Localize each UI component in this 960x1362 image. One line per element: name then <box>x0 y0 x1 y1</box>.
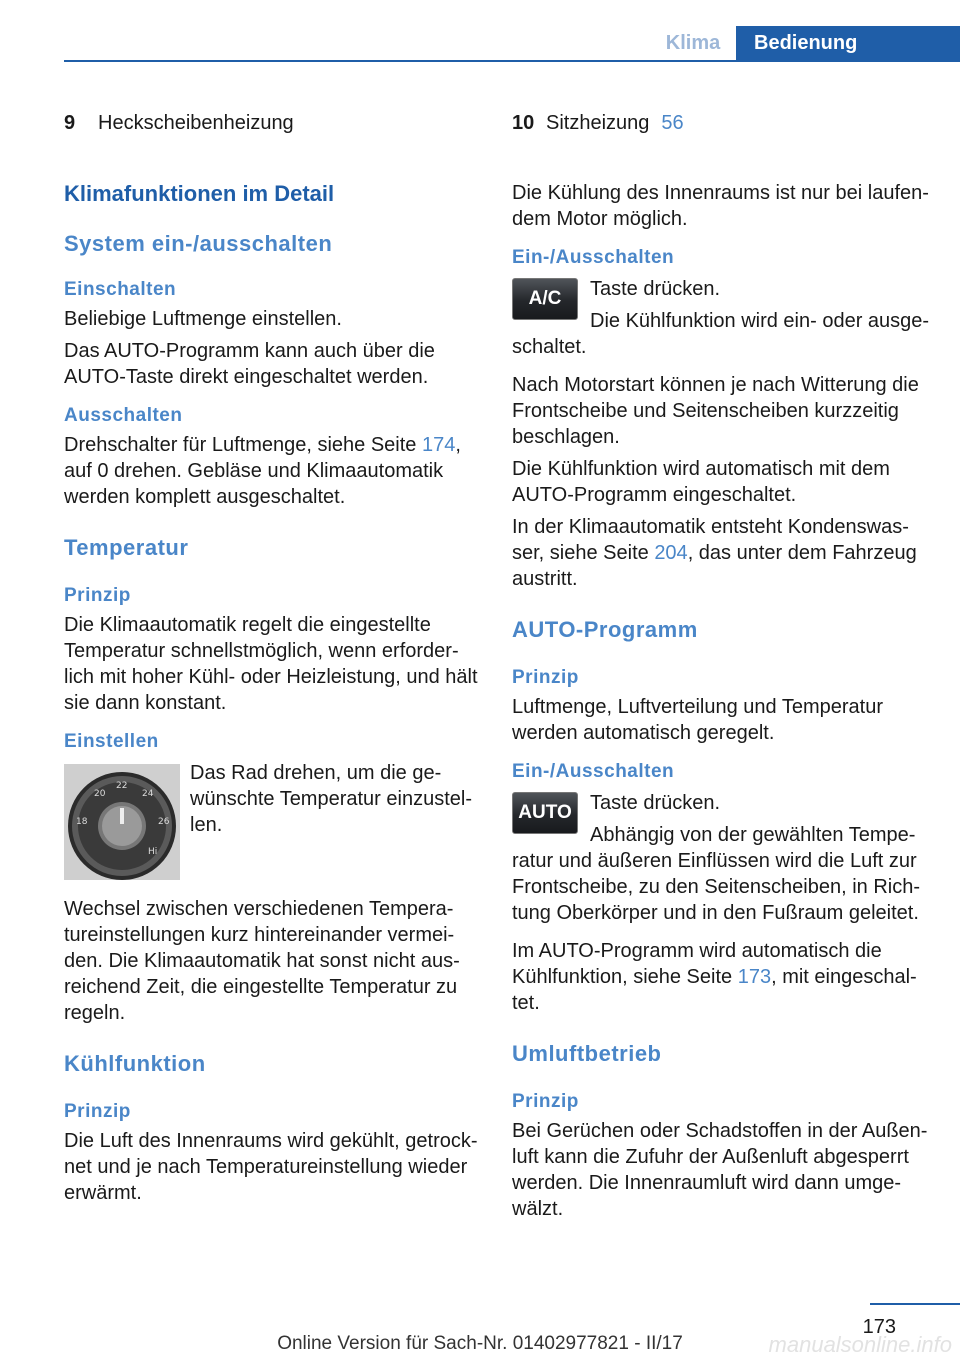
page-link-56[interactable]: 56 <box>661 112 684 134</box>
wechsel-text: Wechsel zwischen verschiedenen Tempera-tureinstellungen kurz hintereinander vermei-den. Die Klimaautomatik hat sonst nicht aus-reichend Zeit, die eingestellte Temperatur zu regeln. <box>64 898 460 1024</box>
legend-number: 10 <box>512 112 535 134</box>
heading-temperatur: Temperatur <box>64 535 189 560</box>
abhaengig-text: Abhängig von der gewählten Tempe-ratur und äußeren Einflüssen wird die Luft zur Frontscheibe, zu den Seitenscheiben, in Rich-tung Oberkörper und in den Fußraum geleitet. <box>512 824 921 924</box>
left-column <box>64 110 484 1206</box>
auto-button-image: AUTO <box>512 792 578 834</box>
heading-prinzip-temperatur: Prinzip <box>64 585 131 606</box>
online-version-note: Online Version für Sach-Nr. 01402977821 - II/17 <box>277 1333 683 1354</box>
right-column <box>512 110 932 1222</box>
dial-tick-26: 26 <box>158 817 170 827</box>
temperature-dial-image <box>64 764 180 880</box>
kuehlung-motor-text: Die Kühlung des Innenraums ist nur bei laufen-dem Motor möglich. <box>512 182 929 230</box>
watermark: manualsonline.info <box>768 1332 952 1357</box>
page-link-173[interactable]: 173 <box>737 966 772 988</box>
legend-label: Sitzheizung <box>546 112 650 134</box>
page-link-204[interactable]: 204 <box>654 542 688 564</box>
motorstart-text: Nach Motorstart können je nach Witterung die Frontscheibe und Seitenscheiben kurzzeitig beschlagen. <box>512 374 919 448</box>
ausschalten-text: Drehschalter für Luftmenge, siehe Seite 174, auf 0 drehen. Gebläse und Klimaautomatik werden komplett ausgeschaltet. <box>64 434 461 508</box>
header-chapter-tab: Bedienung <box>736 26 960 60</box>
heading-prinzip-kuehlfunktion: Prinzip <box>64 1101 131 1122</box>
temperature-dial-icon <box>64 764 180 880</box>
header-rule <box>64 60 960 62</box>
legend-number: 9 <box>64 112 76 134</box>
heading-system-ein-aus: System ein-/ausschalten <box>64 231 333 256</box>
page-link-174[interactable]: 174 <box>421 434 456 456</box>
im-auto-programm-text: Im AUTO-Programm wird automatisch die Kühlfunktion, siehe Seite 173, mit eingeschal-tet. <box>512 940 917 1014</box>
heading-prinzip-auto: Prinzip <box>512 667 579 688</box>
dial-tick-24: 24 <box>142 789 154 799</box>
ac-button-image: A/C <box>512 278 578 320</box>
kondenswasser-text: In der Klimaautomatik entsteht Kondenswas-ser, siehe Seite 204, das unter dem Fahrzeug austritt. <box>512 516 917 590</box>
page-number: 173 <box>862 1316 896 1338</box>
einschalten-text-2: Das AUTO-Programm kann auch über die AUTO-Taste direkt eingeschaltet werden. <box>64 340 435 388</box>
heading-einstellen: Einstellen <box>64 731 159 752</box>
dial-tick-22: 22 <box>116 781 128 791</box>
footer-rule <box>870 1303 960 1305</box>
auto-programm-kuehl-text: Die Kühlfunktion wird automatisch mit dem AUTO-Programm eingeschaltet. <box>512 458 890 506</box>
temperatur-prinzip-text: Die Klimaautomatik regelt die eingestellte Temperatur schnellstmöglich, wenn erforder-lich mit hoher Kühl- oder Heizleistung, und hält sie dann konstant. <box>64 614 478 714</box>
auto-prinzip-text: Luftmenge, Luftverteilung und Temperatur werden automatisch geregelt. <box>512 696 883 744</box>
heading-umluftbetrieb: Umluftbetrieb <box>512 1041 662 1066</box>
legend-label: Heckscheibenheizung <box>98 112 294 134</box>
heading-klimafunktionen: Klimafunktionen im Detail <box>64 181 335 206</box>
ac-toggle-text: Die Kühlfunktion wird ein- oder ausge-schaltet. <box>512 310 930 358</box>
heading-kuehlfunktion: Kühlfunktion <box>64 1051 206 1076</box>
heading-auto-programm: AUTO-Programm <box>512 617 698 642</box>
heading-ein-ausschalten-auto: Ein-/Ausschalten <box>512 761 675 782</box>
legend-item-10 <box>512 110 932 136</box>
kuehlfunktion-prinzip-text: Die Luft des Innenraums wird gekühlt, getrock-net und je nach Temperatureinstellung wieder erwärmt. <box>64 1130 478 1204</box>
dial-tick-hi: Hi <box>148 847 158 857</box>
heading-ausschalten: Ausschalten <box>64 405 183 426</box>
heading-einschalten: Einschalten <box>64 279 177 300</box>
taste-druecken-auto: Taste drücken. <box>590 792 721 814</box>
heading-ein-ausschalten-ac: Ein-/Ausschalten <box>512 247 675 268</box>
dial-tick-18: 18 <box>76 817 88 827</box>
legend-item-9 <box>64 110 484 136</box>
heading-prinzip-umluft: Prinzip <box>512 1091 579 1112</box>
dial-tick-20: 20 <box>94 789 106 799</box>
einschalten-text-1: Beliebige Luftmenge einstellen. <box>64 308 342 330</box>
einstellen-text: Das Rad drehen, um die ge-wünschte Temperatur einzustel-len. <box>190 762 472 836</box>
taste-druecken-ac: Taste drücken. <box>590 278 721 300</box>
umluft-prinzip-text: Bei Gerüchen oder Schadstoffen in der Außen-luft kann die Zufuhr der Außenluft abgesperrt werden. Die Innenraumluft wird dann umge-wälzt. <box>512 1120 928 1220</box>
header-section-tab: Klima <box>665 32 721 54</box>
